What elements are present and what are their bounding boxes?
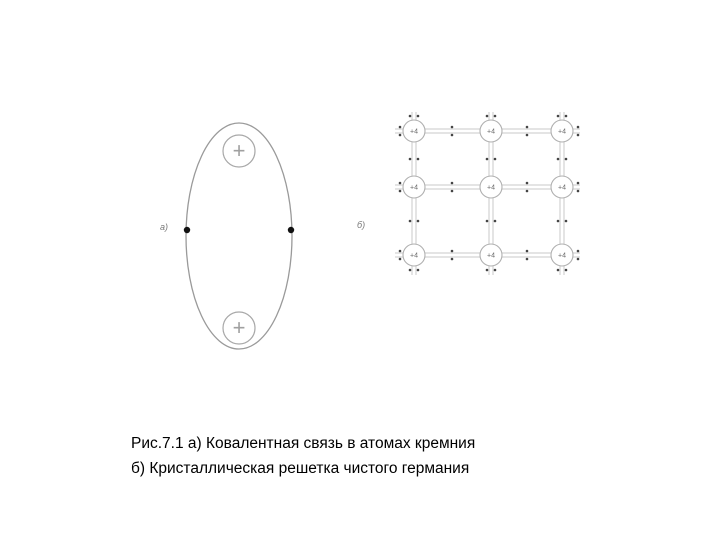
electron — [557, 220, 560, 223]
atom-charge-label: +4 — [558, 252, 566, 260]
electron — [494, 220, 497, 223]
atom-charge-label: +4 — [410, 184, 418, 192]
atom-charge-label: +4 — [558, 128, 566, 136]
electron — [577, 182, 580, 185]
electron — [417, 115, 420, 118]
electron — [486, 158, 489, 161]
electron — [399, 182, 402, 185]
electron — [565, 115, 568, 118]
atom-charge-label: +4 — [410, 128, 418, 136]
electron — [577, 134, 580, 137]
figure-caption — [131, 431, 475, 481]
electron — [409, 158, 412, 161]
electron — [557, 269, 560, 272]
electron — [557, 115, 560, 118]
electron — [409, 220, 412, 223]
electron — [577, 250, 580, 253]
electron — [399, 258, 402, 261]
electron — [577, 126, 580, 129]
electron — [526, 258, 529, 261]
electron — [565, 158, 568, 161]
crystal-lattice-diagram — [357, 112, 580, 275]
electron — [417, 220, 420, 223]
electron — [494, 269, 497, 272]
electron — [494, 115, 497, 118]
electron — [565, 220, 568, 223]
electron — [577, 258, 580, 261]
electron — [409, 115, 412, 118]
caption-line-2: б) Кристаллическая решетка чистого германия — [131, 460, 470, 477]
figure-b-label: б) — [357, 220, 366, 230]
atom-charge-label: +4 — [487, 184, 495, 192]
electron — [451, 258, 454, 261]
figure-a-label: а) — [160, 222, 169, 232]
atom-charge-label: +4 — [558, 184, 566, 192]
electron — [557, 158, 560, 161]
electron — [486, 115, 489, 118]
electron — [526, 182, 529, 185]
nucleus-bottom — [223, 312, 255, 344]
electron — [451, 250, 454, 253]
electron-right — [288, 227, 294, 233]
electron — [417, 269, 420, 272]
caption-line-1: Рис.7.1 а) Ковалентная связь в атомах кремния — [131, 435, 476, 452]
electron — [399, 126, 402, 129]
electron — [486, 220, 489, 223]
electron — [565, 269, 568, 272]
covalent-bond-diagram — [160, 123, 294, 349]
electron — [451, 190, 454, 193]
electron — [451, 134, 454, 137]
electron — [451, 126, 454, 129]
plus-sign: + — [232, 138, 246, 163]
nucleus-top — [223, 135, 255, 167]
electron — [494, 158, 497, 161]
atom-charge-label: +4 — [487, 128, 495, 136]
electron — [526, 126, 529, 129]
electron — [409, 269, 412, 272]
atom-charge-label: +4 — [410, 252, 418, 260]
electron — [399, 134, 402, 137]
plus-sign: + — [232, 315, 246, 340]
electron — [399, 190, 402, 193]
electron — [577, 190, 580, 193]
electron — [399, 250, 402, 253]
electron — [526, 250, 529, 253]
electron — [526, 190, 529, 193]
electron — [526, 134, 529, 137]
electron — [486, 269, 489, 272]
electron — [417, 158, 420, 161]
atom-charge-label: +4 — [487, 252, 495, 260]
electron-left — [184, 227, 190, 233]
electron — [451, 182, 454, 185]
